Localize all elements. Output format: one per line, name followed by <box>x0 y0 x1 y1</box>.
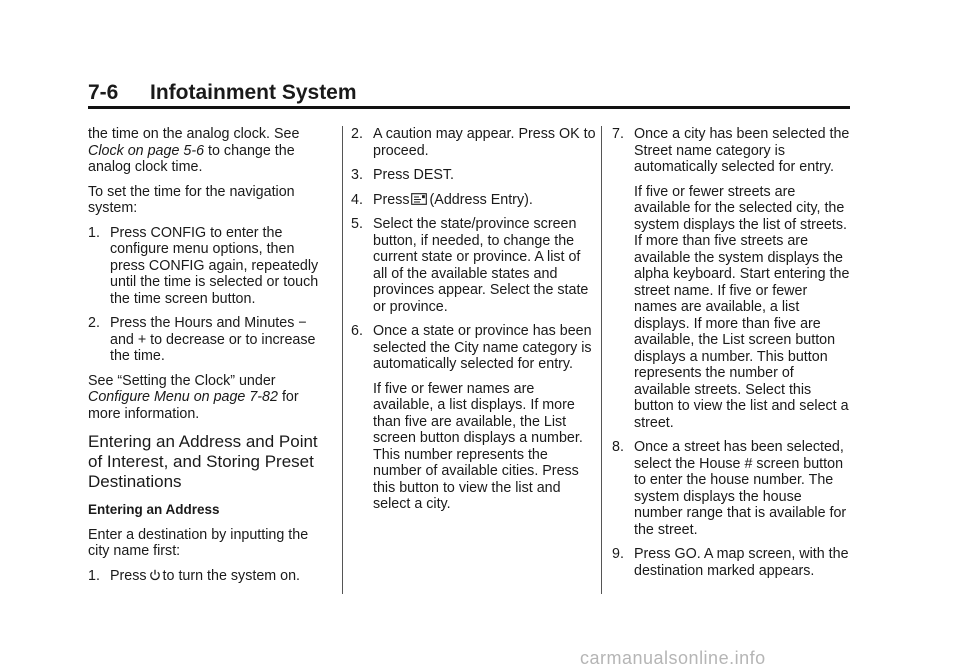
list-item: 2. Press the Hours and Minutes − and + to decrease or to increase the time. <box>88 315 316 364</box>
power-icon <box>149 569 161 581</box>
section-title: Infotainment System <box>150 81 357 104</box>
list-item: 9. Press GO. A map screen, with the destination marked appears. <box>612 546 849 579</box>
list-item: 2. A caution may appear. Press OK to proceed. <box>351 126 596 159</box>
cross-reference-link[interactable]: Clock on page 5-6 <box>88 142 205 159</box>
list-item: 6. Once a state or province has been selected the City name category is automatically selected for entry. <box>351 323 592 372</box>
column-divider-2 <box>601 126 602 594</box>
list-item: 5. Select the state/province screen button, if needed, to change the current state or province. A list of all of the available states and provinces appear. Select the state or province. <box>351 216 589 315</box>
list-item: 7. Once a city has been selected the Street name category is automatically selected for entry. <box>612 126 850 175</box>
list-item: 1. Press to turn the system on. <box>88 567 301 584</box>
list-item: 3. Press DEST. <box>351 167 455 183</box>
list-item: 8. Once a street has been selected, select the House # screen button to enter the house number. The system displays the house number range that is available for the street. <box>612 439 847 538</box>
column-2 <box>351 126 596 521</box>
address-entry-icon <box>411 193 427 205</box>
column-1 <box>88 126 333 592</box>
section-heading: Entering an Address and Point of Interest, and Storing Preset Destinations <box>88 432 318 491</box>
list-item: 4. Press (Address Entry). <box>351 191 533 208</box>
page-number: 7-6 <box>88 81 119 104</box>
page-header <box>88 80 850 109</box>
paragraph: If five or fewer streets are available for the selected city, the system displays the list of streets. If more than five streets are available the system displays the alpha keyboard. Start entering the street name. If five or fewer names are available, a list displays. If more than five are available, the List screen button displays a number. This button represents the number of available streets. Select this button to view the list and select a street. <box>634 183 850 431</box>
paragraph: To set the time for the navigation system: <box>88 183 295 216</box>
column-3 <box>612 126 852 587</box>
paragraph: Enter a destination by inputting the city name first: <box>88 526 309 559</box>
paragraph: See “Setting the Clock” under Configure Menu on page 7-82 for more information. <box>88 372 299 422</box>
paragraph: the time on the analog clock. See Clock on page 5-6 to change the analog clock time. <box>88 126 300 175</box>
watermark: carmanualsonline.info <box>580 648 766 668</box>
list-item: 1. Press CONFIG to enter the configure menu options, then press CONFIG again, repeatedly until the time is selected or touch the time screen button. <box>88 224 319 307</box>
paragraph: If five or fewer names are available, a list displays. If more than five are available, the List screen button displays a number. This number represents the number of available cities. Press this button to view the list and select a city. <box>373 380 583 512</box>
subsection-heading: Entering an Address <box>88 502 220 517</box>
cross-reference-link[interactable]: Configure Menu on page 7-82 <box>88 389 278 405</box>
column-divider-1 <box>342 126 343 594</box>
